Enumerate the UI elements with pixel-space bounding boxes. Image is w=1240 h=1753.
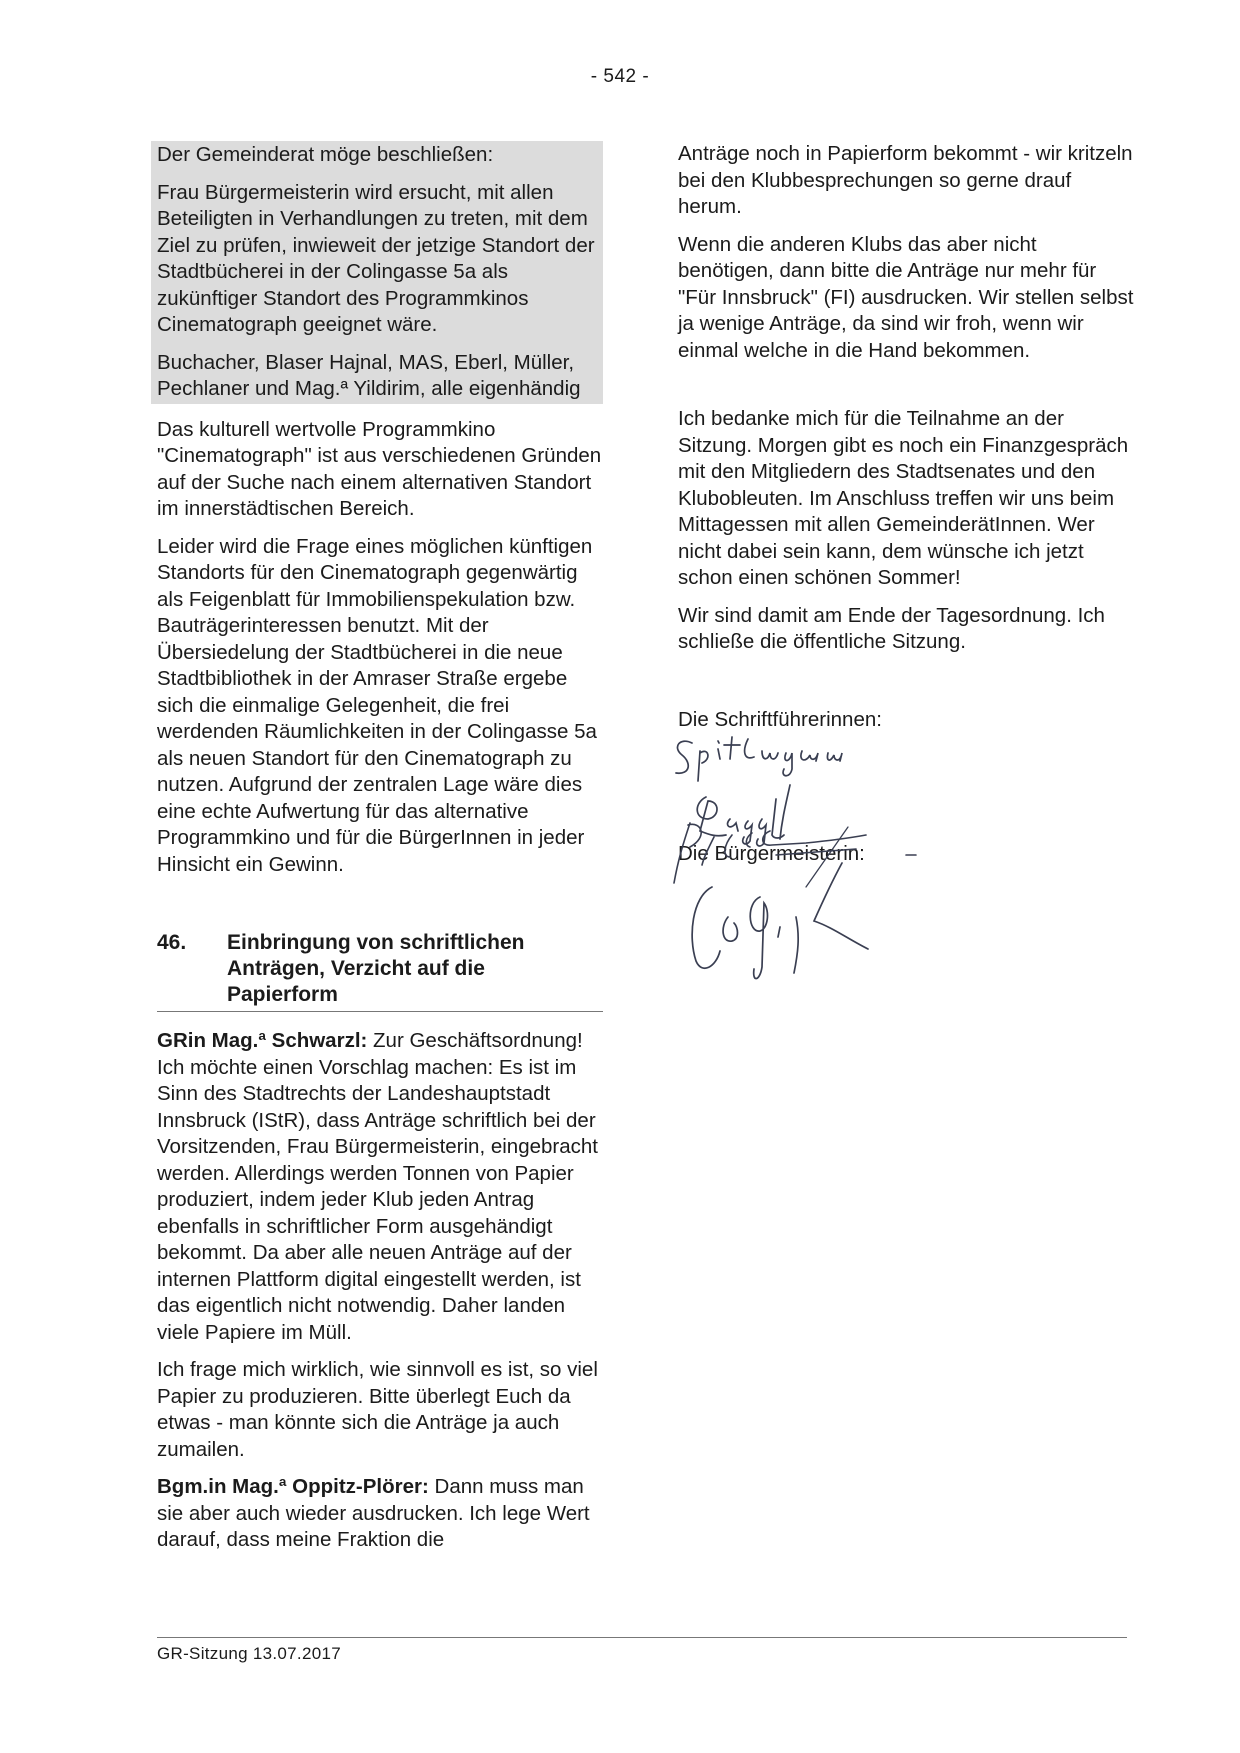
footer: GR-Sitzung 13.07.2017 (157, 1644, 341, 1663)
signature-area (678, 667, 1138, 927)
section-title: Einbringung von schriftlichen Anträgen, Verzicht auf die Papierform (227, 931, 525, 1006)
speech-schwarzl-text: Zur Geschäftsordnung! Ich möchte einen Vorschlag machen: Es ist im Sinn des Stadtrechts der Landeshauptstadt Innsbruck (IStR), dass Anträge schriftlich bei der Vorsitzenden, Frau Bürgermeisterin, eingebracht werden. Allerdings werden Tonnen von Papier produziert, indem jeder Klub jeden Antrag ebenfalls in schriftlicher Form ausgehändigt bekommt. Da aber alle neuen Anträge auf der internen Plattform digital eingestellt werden, ist das eigentlich nicht notwendig. Daher landen viele Papiere im Müll. (157, 1029, 598, 1344)
page-number: - 542 - (590, 66, 650, 87)
motion-signers: Buchacher, Blaser Hajnal, MAS, Eberl, Müller, Pechlaner und Mag.ª Yildirim, alle eigenhändig (157, 350, 581, 400)
secretaries-label: Die Schriftführerinnen: (678, 707, 882, 731)
right-paragraph-4: Wir sind damit am Ende der Tagesordnung. Ich schließe die öffentliche Sitzung. (678, 603, 1105, 653)
speaker-schwarzl: GRin Mag.ª Schwarzl: (157, 1029, 368, 1052)
speech-oppitz-ploerer-text: Dann muss man sie aber auch wieder ausdrucken. Ich lege Wert darauf, dass meine Fraktion die (157, 1475, 590, 1551)
left-paragraph-2: Leider wird die Frage eines möglichen künftigen Standorts für den Cinematograph gegenwärtig als Feigenblatt für Immobilienspekulation bzw. Bauträgerinteressen benutzt. Mit der Übersiedelung der Stadtbücherei in die neue Stadtbibliothek in der Amraser Straße ergebe sich die einmalige Gelegenheit, die frei werdenden Räumlichkeiten in der Colingasse 5a als neuen Standort für den Cinematograph zu nutzen. Aufgrund der zentralen Lage wäre dies eine echte Aufwertung für das alternative Programmkino und für die BürgerInnen in jeder Hinsicht ein Gewinn. (157, 534, 597, 876)
section-number: 46. (157, 931, 187, 954)
left-column (157, 141, 603, 1565)
motion-intro: Der Gemeinderat möge beschließen: (157, 143, 494, 166)
right-paragraph-3: Ich bedanke mich für die Teilnahme an der Sitzung. Morgen gibt es noch ein Finanzgespräch mit den Mitgliedern des Stadtsenates und den Klubobleuten. Im Anschluss treffen wir uns beim Mittagessen mit allen GemeinderätInnen. Wer nicht dabei sein kann, dem wünsche ich jetzt schon einen schönen Sommer! (678, 407, 1129, 589)
motion-box (151, 141, 603, 404)
section-heading (157, 930, 603, 1012)
right-paragraph-2: Wenn die anderen Klubs das aber nicht benötigen, dann bitte die Anträge nur mehr für "Für Innsbruck" (FI) ausdrucken. Wir stellen selbst ja wenige Anträge, da sind wir froh, wenn wir einmal welche in die Hand bekommen. (678, 232, 1134, 362)
signature-oppitz (672, 857, 952, 997)
left-paragraph-3: Ich frage mich wirklich, wie sinnvoll es ist, so viel Papier zu produzieren. Bitte überlegt Euch da etwas - man könnte sich die Anträge ja auch zumailen. (157, 1358, 598, 1461)
left-paragraph-1: Das kulturell wertvolle Programmkino "Cinematograph" ist aus verschiedenen Gründen auf der Suche nach einem alternativen Standort im innerstädtischen Bereich. (157, 417, 602, 520)
right-column (678, 141, 1138, 927)
footer-rule (157, 1637, 1127, 1638)
mayor-label: Die Bürgermeisterin: (678, 841, 865, 865)
speech-schwarzl (157, 1028, 603, 1346)
speech-oppitz-ploerer (157, 1474, 603, 1554)
right-paragraph-1: Anträge noch in Papierform bekommt - wir kritzeln bei den Klubbesprechungen so gerne drauf herum. (678, 142, 1133, 218)
motion-text: Frau Bürgermeisterin wird ersucht, mit allen Beteiligten in Verhandlungen zu treten, mit dem Ziel zu prüfen, inwieweit der jetzige Standort der Stadtbücherei in der Colingasse 5a als zukünftiger Standort des Programmkinos Cinematograph geeignet wäre. (157, 180, 595, 336)
speaker-oppitz-ploerer: Bgm.in Mag.ª Oppitz-Plörer: (157, 1475, 429, 1498)
